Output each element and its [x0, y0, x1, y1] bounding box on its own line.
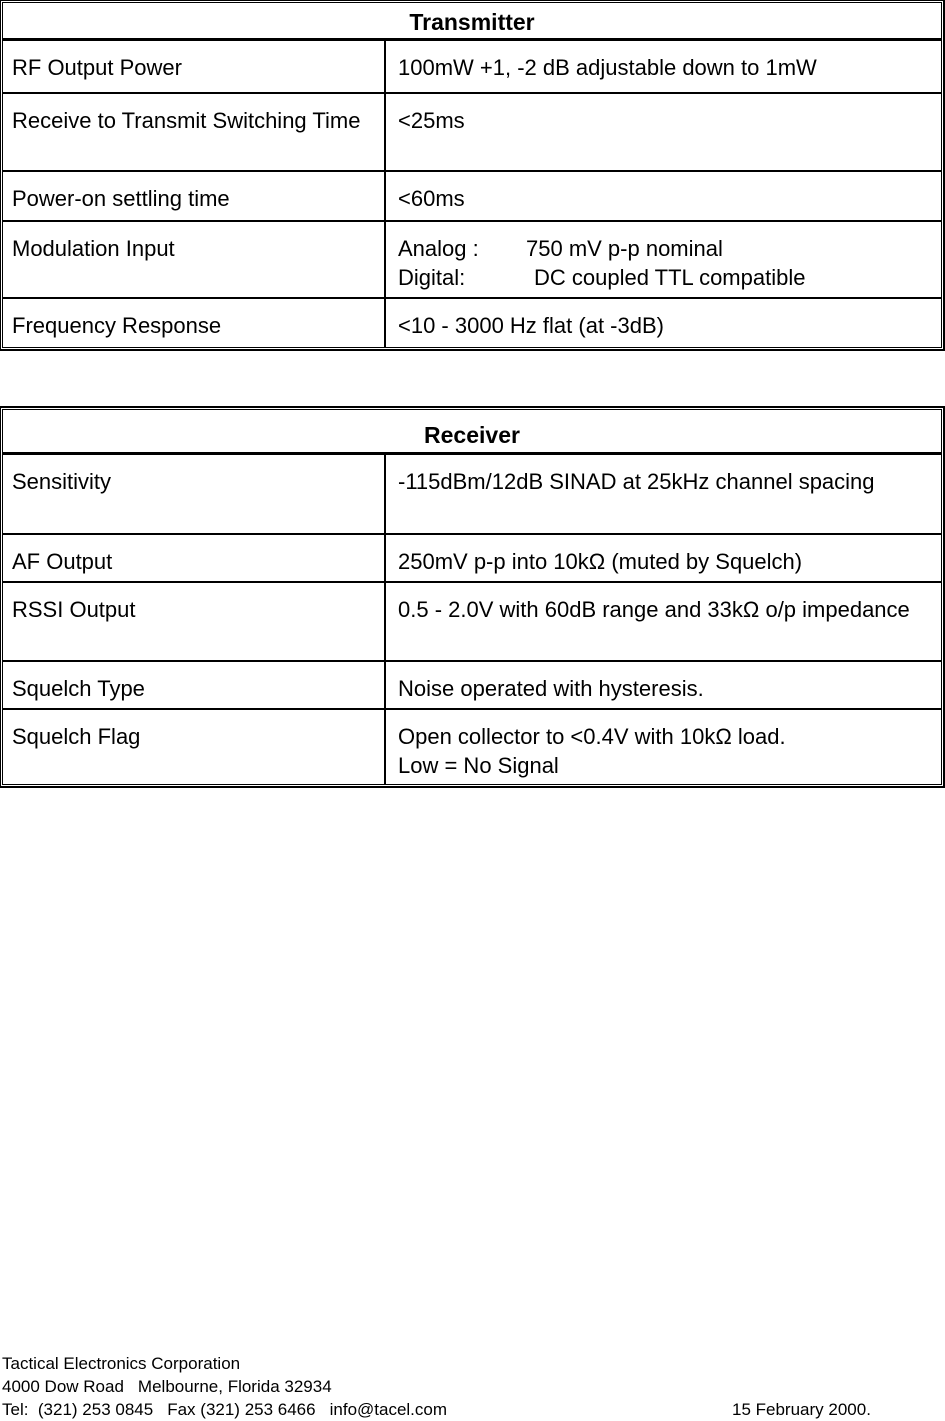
table-row — [3, 172, 941, 222]
footer-fax: Fax (321) 253 6466 — [167, 1400, 316, 1419]
footer-address — [2, 1375, 902, 1398]
table-row — [3, 222, 941, 299]
spec-label: RSSI Output — [3, 583, 386, 660]
table-row — [3, 41, 941, 94]
spec-value: 250mV p-p into 10kΩ (muted by Squelch) — [398, 549, 803, 574]
transmitter-table — [2, 2, 942, 348]
footer-contact — [2, 1398, 902, 1421]
spec-value: Noise operated with hysteresis. — [398, 676, 704, 701]
spec-label: Modulation Input — [3, 222, 386, 297]
table-row — [3, 535, 941, 583]
spec-value-line2: Low = No Signal — [398, 753, 559, 778]
spec-label: Power-on settling time — [3, 172, 386, 220]
table-row — [3, 710, 941, 784]
footer-tel: Tel: (321) 253 0845 — [2, 1400, 154, 1419]
spec-value: 100mW +1, -2 dB adjustable down to 1mW — [398, 55, 817, 80]
footer — [2, 1352, 902, 1421]
spec-value: 0.5 - 2.0V with 60dB range and 33kΩ o/p impedance — [398, 597, 910, 622]
footer-company: Tactical Electronics Corporation — [2, 1354, 241, 1373]
receiver-title: Receiver — [3, 410, 941, 455]
table-row — [3, 455, 941, 535]
table-row — [3, 94, 941, 172]
spec-label: Frequency Response — [3, 299, 386, 347]
footer-street: 4000 Dow Road — [2, 1377, 124, 1396]
spec-value: Open collector to <0.4V with 10kΩ load. — [398, 724, 786, 749]
table-row — [3, 583, 941, 662]
analog-value: 750 mV p-p nominal — [526, 236, 723, 261]
analog-key: Analog : — [398, 236, 479, 261]
spec-value: <25ms — [398, 108, 465, 133]
spec-label: Sensitivity — [3, 455, 386, 533]
spec-value: -115dBm/12dB SINAD at 25kHz channel spacing — [398, 469, 875, 494]
receiver-table — [2, 409, 942, 785]
spec-label: Squelch Type — [3, 662, 386, 708]
spec-label: AF Output — [3, 535, 386, 581]
spec-label: RF Output Power — [3, 41, 386, 92]
spec-label: Receive to Transmit Switching Time — [3, 94, 386, 170]
digital-value: DC coupled TTL compatible — [534, 265, 806, 290]
transmitter-title: Transmitter — [3, 3, 941, 41]
modulation-value — [386, 222, 941, 297]
footer-city: Melbourne, Florida 32934 — [137, 1377, 332, 1396]
footer-email[interactable]: info@tacel.com — [329, 1400, 448, 1419]
footer-date: 15 February 2000. — [732, 1400, 871, 1419]
spec-value: <60ms — [398, 186, 465, 211]
spec-value-multiline — [386, 710, 941, 784]
spec-label: Squelch Flag — [3, 710, 386, 784]
spec-value: <10 - 3000 Hz flat (at -3dB) — [398, 313, 664, 338]
table-row — [3, 299, 941, 347]
digital-key: Digital: — [398, 265, 466, 290]
table-row — [3, 662, 941, 710]
